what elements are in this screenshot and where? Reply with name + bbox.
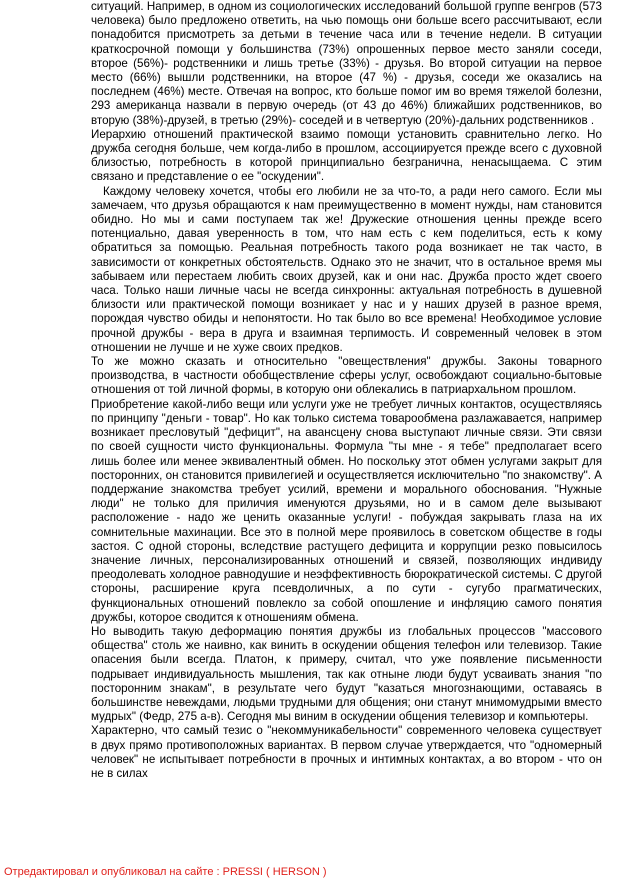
paragraph: Каждому человеку хочется, чтобы его любили не за что-то, а ради него самого. Если мы замечаем, что друзья обращаются к нам преимущественно в момент нужды, нам становится обидно. Но мы и сами поступаем так же! Дружеские отношения ценны прежде всего потенциально, давая уверенность в том, что нам есть с кем поделиться, есть к кому обратиться за помощью. Реальная потребность такого рода возникает не так часто, в зависимости от конкретных обстоятельств. Однако это не значит, что в остальное время мы забываем или перестаем любить своих друзей, как и они нас. Дружба просто ждет своего часа. Только наши личные часы не всегда синхронны: актуальная потребность в душевной близости или практической помощи возникает у нас и у наших друзей в разное время, порождая чувство обиды и непонятости. Но так было во все времена! Необходимое условие прочной дружбы - вера в друга и взаимная терпимость. И современный человек в этом отношении не лучше и не хуже своих предков.	[91, 184, 602, 354]
paragraph: Характерно, что самый тезис о "некоммуникабельности" современного человека существует в двух прямо противоположных вариантах. В первом случае утверждается, что "одномерный человек" не испытывает потребности в прочных и интимных контактах, а во втором - что он не в силах	[91, 724, 602, 780]
publisher-footer: Отредактировал и опубликовал на сайте : PRESSI ( HERSON )	[4, 866, 327, 878]
paragraph: Приобретение какой-либо вещи или услуги уже не требует личных контактов, осуществляясь по принципу "деньги - товар". Но как только система товарообмена разлажавается, например возникает пресловутый "дефицит", на авансцену снова выступают личные связи. Эти связи по своей сущности чисто функциональны. Формула "ты мне - я тебе" предполагает всего лишь более или менее эквивалентный обмен. Но поскольку этот обмен услугами закрыт для посторонних, он становится привилегией и осуществляется исключительно "по знакомству". А поддержание знакомства требует усилий, времени и морального обоснования. "Нужные люди" не только для приличия именуются друзьями, но и в самом деле вызывают расположение - надо же ценить оказанные услуги! - побуждая закрывать глаза на их сомнительные махинации. Все это в полной мере проявилось в советском обществе в годы застоя. С одной стороны, вследствие растущего дефицита и коррупции резко повысилось значение личных, персонализированных отношений и связей, позволяющих индивиду преодолевать холодное равнодушие и неэффективность бюрократической системы. С другой стороны, расширение круга псевдоличных, а по сути - сугубо прагматических, функциональных отношений повлекло за собой опошление и инфляцию самого понятия дружбы, которое сводится к отношениям обмена.	[91, 397, 602, 624]
paragraph: ситуаций. Например, в одном из социологических исследований большой группе венгров (573 человека) было предложено ответить, на чью помощь они больше всего рассчитывают, если понадобится присмотреть за детьми в течение часа или в течение недели. В ситуации краткосрочной помощи у большинства (73%) опрошенных первое место заняли соседи, второе (56%)- родственники и лишь третье (33%) - друзья. Во второй ситуации на первое место (66%) вышли родственники, на второе (47 %) - друзья, соседи же оказались на последнем (46%) месте. Отвечая на вопрос, кто больше помог им во время тяжелой болезни, 293 американца назвали в первую очередь (от 43 до 46%) ближайших родственников, во вторую (38%)-друзей, в третью (29%)- соседей и в четвертую (20%)-дальних родственников .	[91, 0, 602, 127]
paragraph: Но выводить такую деформацию понятия дружбы из глобальных процессов "массового общества" столь же наивно, как винить в оскудении общения телефон или телевизор. Такие опасения были всегда. Платон, к примеру, считал, что уже появление письменности подрывает индивидуальность мышления, так как отныне люди будут усваивать знания "по посторонним знакам", в результате чего будут "казаться многознающими, оставаясь в большинстве невеждами, людьми трудными для общения; они станут мнимомудрыми вместо мудрых" (Федр, 275 а-в). Сегодня мы виним в оскудении общения телевизор и компьютеры.	[91, 624, 602, 724]
paragraph: Иерархию отношений практической взаимо помощи установить сравнительно легко. Но дружба сегодня больше, чем когда-либо в прошлом, ассоциируется прежде всего с духовной близостью, потребность в которой принципиально безгранична, ненасыщаема. С этим связано и представление о ее "оскудении".	[91, 127, 602, 184]
document-body	[91, 0, 602, 781]
paragraph: То же можно сказать и относительно "овеществления" дружбы. Законы товарного производства, в частности обобществление сферы услуг, освобождают социально-бытовые отношения от той личной формы, в которую они облекались в патриархальном прошлом.	[91, 355, 602, 397]
